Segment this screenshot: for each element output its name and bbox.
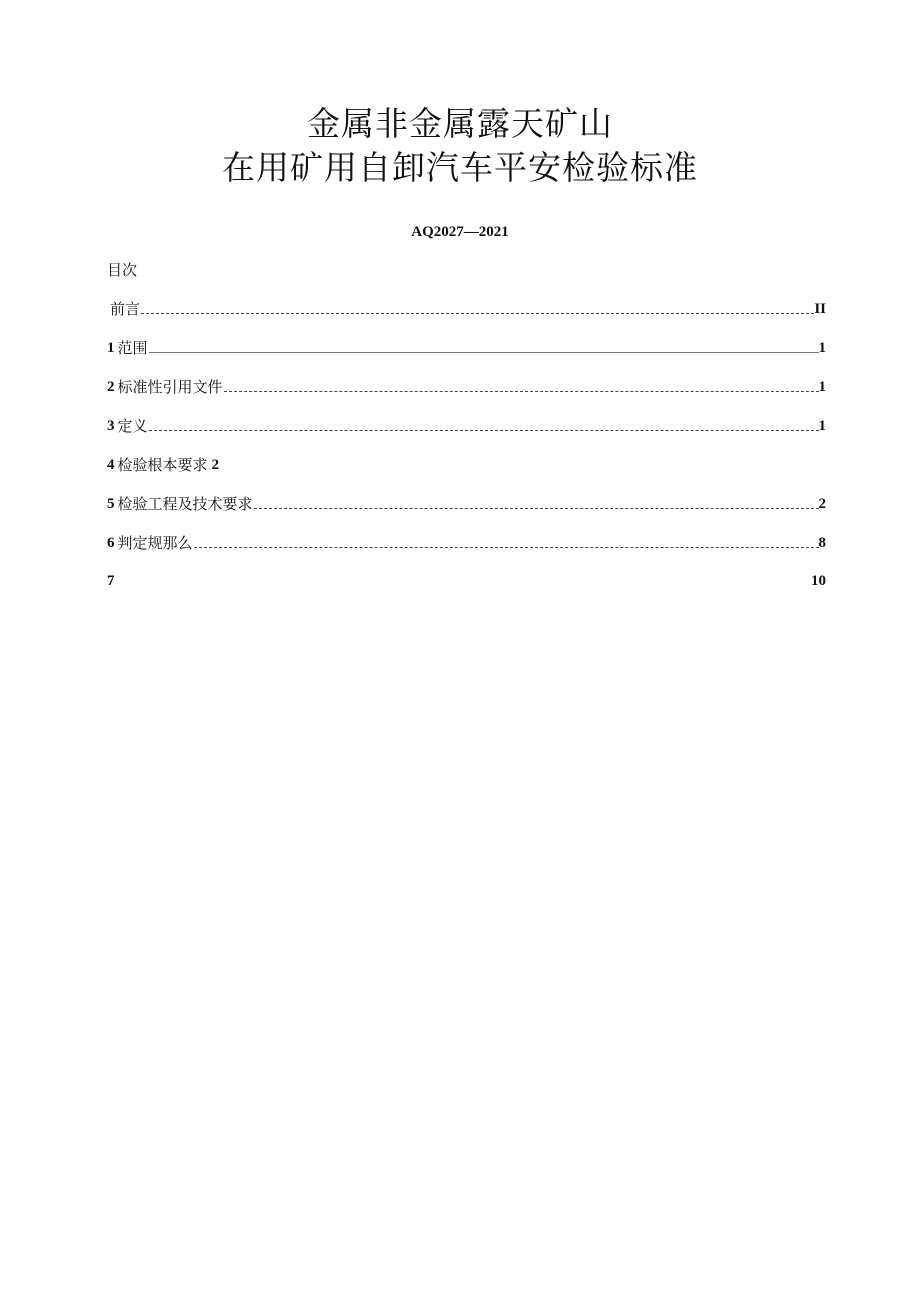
toc-entry-label: 范围 <box>117 339 148 357</box>
toc-leader-line <box>149 430 819 431</box>
toc-entry-label: 标准性引用文件 <box>117 378 223 396</box>
toc-entry-number: 2 <box>107 379 115 395</box>
standard-code: AQ2027—2021 <box>411 224 509 240</box>
toc-entry-judgment-rules[interactable] <box>107 531 826 553</box>
toc-entry-page: 1 <box>818 418 826 434</box>
toc-entry-basic-requirements[interactable] <box>107 453 826 475</box>
toc-entry-label: 判定规那么 <box>117 534 193 552</box>
toc-entry-number: 1 <box>107 340 115 356</box>
toc-entry-page: 2 <box>211 457 220 473</box>
toc-entry-page: 1 <box>818 340 826 356</box>
toc-entry-number: 3 <box>107 418 115 434</box>
document-title-line-1: 金属非金属露天矿山 <box>307 104 613 143</box>
toc-leader-line <box>194 547 819 548</box>
toc-entry-page: II <box>814 301 826 317</box>
toc-entry-preface[interactable] <box>107 297 826 319</box>
toc-leader-line <box>254 508 819 509</box>
toc-entry-label: 定义 <box>117 417 148 435</box>
toc-entry-label: 检验根本要求 <box>117 456 208 474</box>
toc-entry-page: 8 <box>818 535 826 551</box>
toc-entry-page: 1 <box>818 379 826 395</box>
document-title-line-2: 在用矿用自卸汽车平安检验标准 <box>222 148 698 187</box>
toc-leader-line <box>149 352 819 353</box>
toc-leader-line <box>141 313 814 314</box>
toc-entry-number: 6 <box>107 535 115 551</box>
toc-entry-label: 前言 <box>110 300 141 318</box>
toc-heading: 目次 <box>107 261 138 279</box>
toc-entry-page: 2 <box>818 496 826 512</box>
toc-entry-inspection-items[interactable] <box>107 492 826 514</box>
toc-leader-line <box>224 391 819 392</box>
toc-entry-number: 4 <box>107 457 115 473</box>
toc-entry-scope[interactable] <box>107 336 826 358</box>
toc-entry-normative-references[interactable] <box>107 375 826 397</box>
toc-entry-label: 检验工程及技术要求 <box>117 495 253 513</box>
toc-entry-page: 10 <box>811 573 826 589</box>
toc-entry-7[interactable] <box>107 569 826 591</box>
toc-entry-definitions[interactable] <box>107 414 826 436</box>
toc-entry-number: 5 <box>107 496 115 512</box>
toc-entry-number: 7 <box>107 573 115 589</box>
